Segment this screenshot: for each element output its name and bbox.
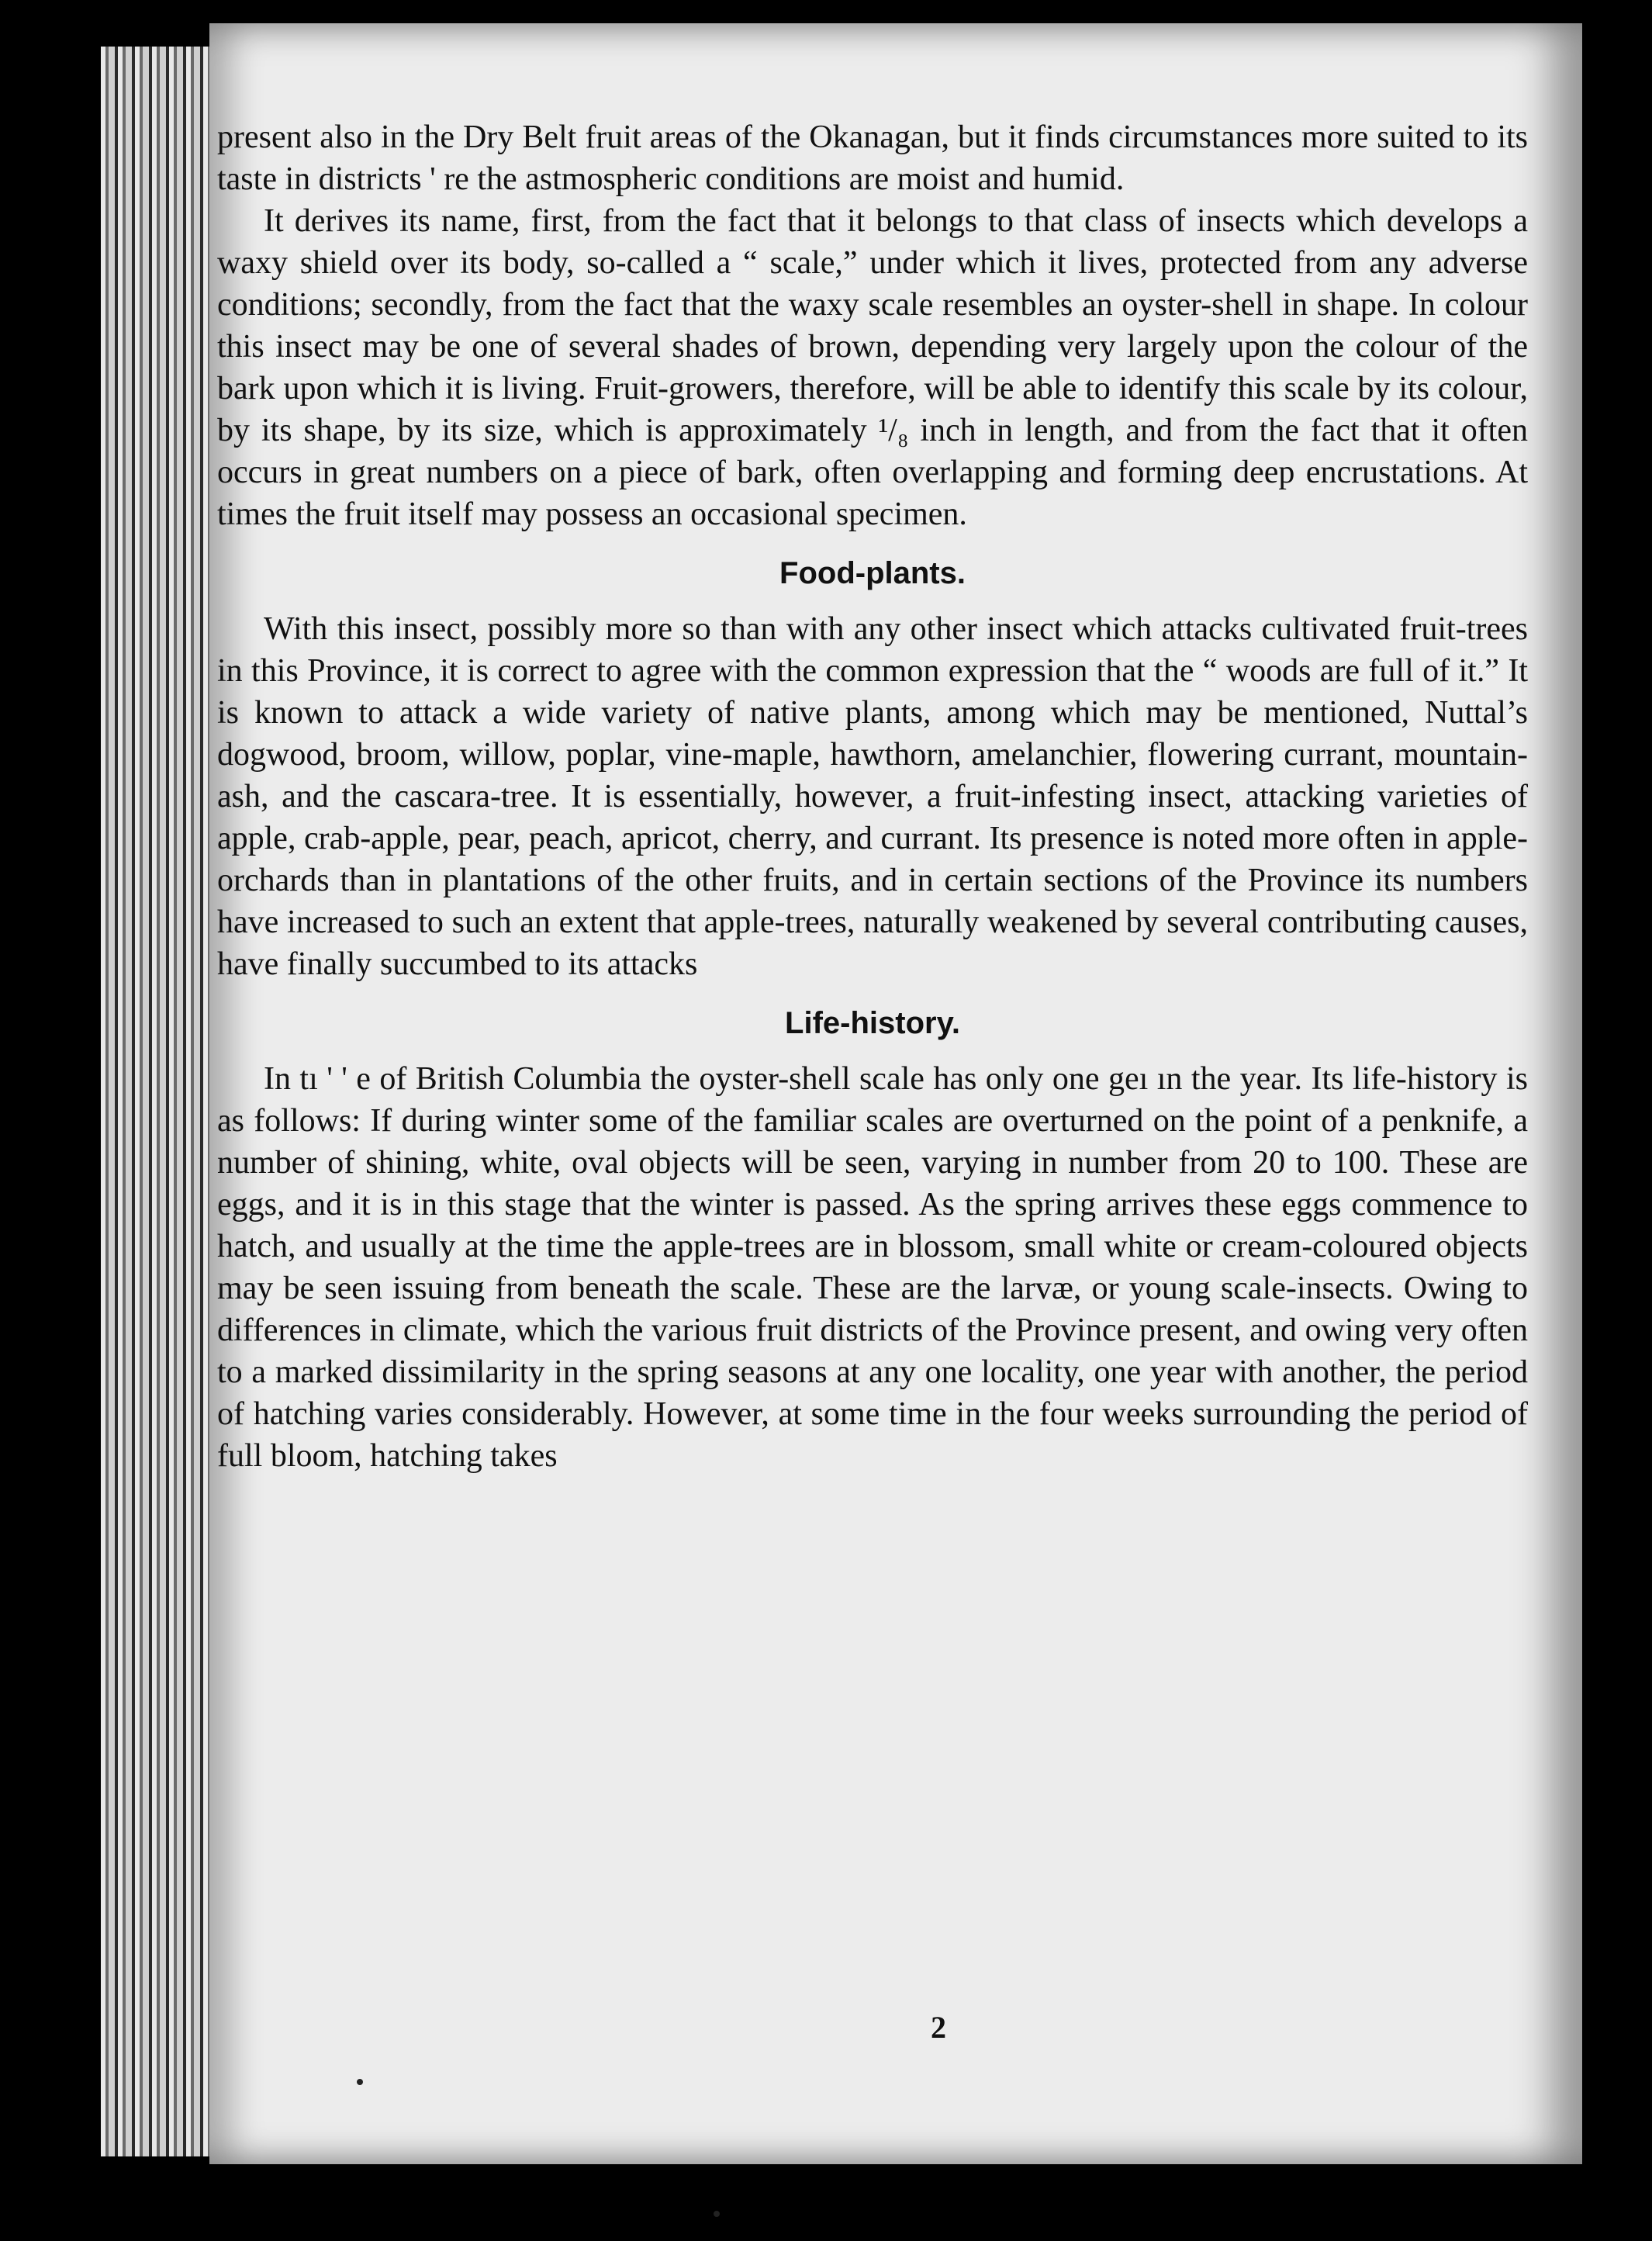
paragraph-4: In tı ' ' e of British Columbia the oyster-shell scale has only one geı ın the year. Its life-history is as follows: If during winter some of the familiar scales are overturned on the point of a penknife, a number of shining, white, oval objects will be seen, varying in number from 20 to 100. These are eggs, and it is in this stage that the winter is passed. As the spring arrives these eggs commence to hatch, and usually at the time the apple-trees are in blossom, small white or cream-coloured objects may be seen issuing from beneath the scale. These are the larvæ, or young scale-insects. Owing to differences in climate, which the various fruit districts of the Province present, and owing very often to a marked dissimilarity in the spring seasons at any one locality, one year with another, the period of hatching varies considerably. However, at some time in the four weeks surrounding the period of full bloom, hatching takes [217,1061,1528,1474]
scan-speck [714,2211,720,2217]
heading-food-plants: Food-plants. [779,556,966,590]
paragraph-1: present also in the Dry Belt fruit areas of the Okanagan, but it finds circumstances more suited to its taste in districts ' re the astmospheric conditions are moist and humid. [217,119,1528,197]
dark-right-margin [1582,0,1652,2241]
book-binding-edge [101,47,209,2156]
paragraph-2: It derives its name, first, from the fact that it belongs to that class of insects which develops a waxy shield over its body, so-called a “ scale,” under which it lives, protected from any adverse conditions; secondly, from the fact that the waxy scale resembles an oyster-shell in shape. In colour this insect may be one of several shades of brown, depending very largely upon the colour of the bark upon which it is living. Fruit-growers, therefore, will be able to identify this scale by its colour, by its shape, by its size, which is approximately ¹/₈ inch in length, and from the fact that it often occurs in great numbers on a piece of bark, often overlapping and forming deep encrustations. At times the fruit itself may possess an occasional specimen. [217,203,1528,532]
scan-speck [357,2079,363,2085]
page-text-block [217,116,1528,1477]
page-number: 2 [931,2010,946,2045]
paragraph-3: With this insect, possibly more so than with any other insect which attacks cultivated fruit-trees in this Province, it is correct to agree with the common expression that the “ woods are full of it.” It is known to attack a wide variety of native plants, among which may be mentioned, Nuttal’s dogwood, broom, willow, poplar, vine-maple, hawthorn, amelanchier, flowering currant, mountain-ash, and the cascara-tree. It is essentially, however, a fruit-infesting insect, attacking varieties of apple, crab-apple, pear, peach, apricot, cherry, and currant. Its presence is noted more often in apple-orchards than in plantations of the other fruits, and in certain sections of the Province its numbers have increased to such an extent that apple-trees, naturally weakened by several contributing causes, have finally succumbed to its attacks [217,611,1528,982]
heading-life-history: Life-history. [785,1006,960,1040]
